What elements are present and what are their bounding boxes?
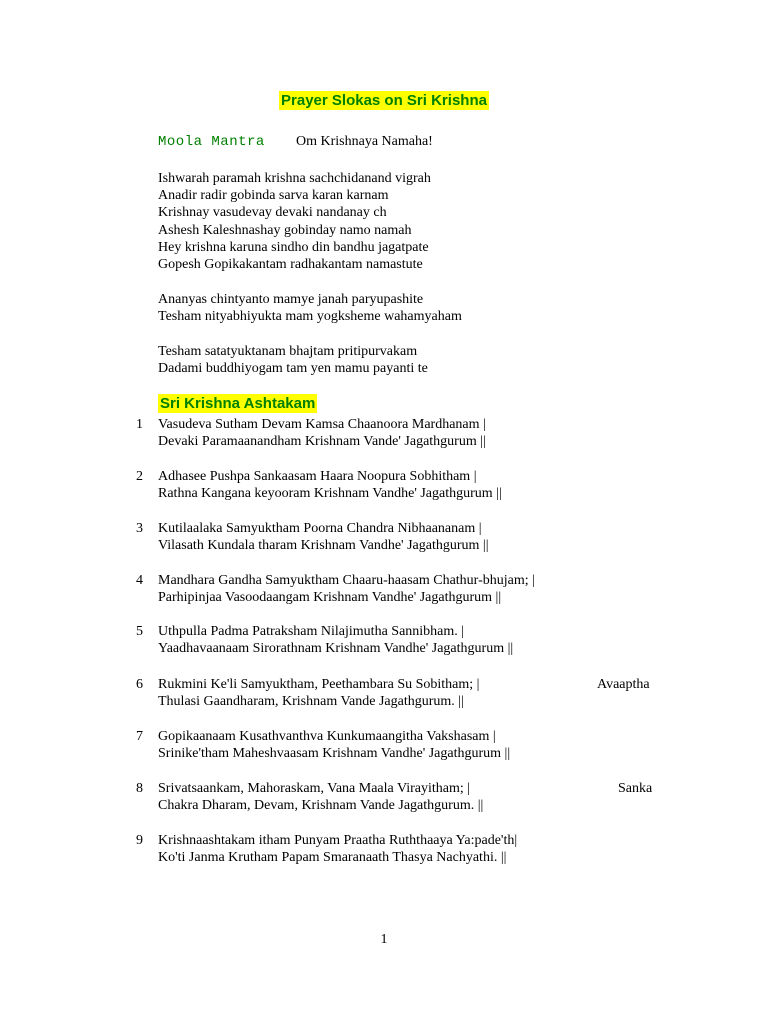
page-number: 1 xyxy=(380,932,388,947)
verse-line: Devaki Paramaanandham Krishnam Vande' Jagathgurum || xyxy=(158,434,486,449)
verse-number: 6 xyxy=(136,677,143,692)
verse-line: Yaadhavaanaam Sirorathnam Krishnam Vandhe' Jagathgurum || xyxy=(158,641,514,656)
stanza-3 xyxy=(158,343,428,377)
verse-line: Parhipinjaa Vasoodaangam Krishnam Vandhe' Jagathgurum || xyxy=(158,590,502,605)
moola-mantra-row xyxy=(158,134,433,150)
verse-line: Kutilaalaka Samyuktham Poorna Chandra Nibhaananam | xyxy=(158,521,482,536)
verse-line: Uthpulla Padma Patraksham Nilajimutha Sannibham. | xyxy=(158,624,465,639)
verse-line: Thulasi Gaandharam, Krishnam Vande Jagathgurum. || xyxy=(158,694,464,709)
verse-line: Gopikaanaam Kusathvanthva Kunkumaangitha Vakshasam | xyxy=(158,729,496,744)
verse-line-continuation: Avaaptha xyxy=(597,677,650,692)
verse-line: Vasudeva Sutham Devam Kamsa Chaanoora Mardhanam | xyxy=(158,417,486,432)
stanza-line: Gopesh Gopikakantam radhakantam namastute xyxy=(158,257,423,273)
verse-number: 8 xyxy=(136,781,143,796)
verse-number: 7 xyxy=(136,729,143,744)
verse-line: Srinike'tham Maheshvaasam Krishnam Vandhe' Jagathgurum || xyxy=(158,746,511,761)
verse-number: 3 xyxy=(136,521,143,536)
verse-number: 5 xyxy=(136,624,143,639)
stanza-line: Ashesh Kaleshnashay gobinday namo namah xyxy=(158,222,412,238)
stanza-line: Krishnay vasudevay devaki nandanay ch xyxy=(158,205,387,221)
document-title: Prayer Slokas on Sri Krishna xyxy=(281,92,487,109)
stanza-line: Dadami buddhiyogam tam yen mamu payanti te xyxy=(158,361,428,377)
verse-number: 1 xyxy=(136,417,143,432)
verse-line: Chakra Dharam, Devam, Krishnam Vande Jagathgurum. || xyxy=(158,798,484,813)
stanza-2 xyxy=(158,291,462,325)
verse-number: 4 xyxy=(136,573,143,588)
stanza-line: Tesham nityabhiyukta mam yogksheme wahamyaham xyxy=(158,309,462,325)
stanza-line: Anadir radir gobinda sarva karan karnam xyxy=(158,188,389,204)
verse-number: 2 xyxy=(136,469,143,484)
stanza-line: Tesham satatyuktanam bhajtam pritipurvakam xyxy=(158,344,418,359)
document-title-wrap xyxy=(0,92,768,110)
ashtakam-heading: Sri Krishna Ashtakam xyxy=(160,395,316,412)
stanza-line: Ishwarah paramah krishna sachchidanand vigrah xyxy=(158,171,431,186)
verse-line: Mandhara Gandha Samyuktham Chaaru-haasam Chathur-bhujam; | xyxy=(158,573,535,588)
moola-mantra-text: Om Krishnaya Namaha! xyxy=(296,134,433,149)
verse-line: Srivatsaankam, Mahoraskam, Vana Maala Virayitham; | xyxy=(158,781,471,796)
verse-line: Adhasee Pushpa Sankaasam Haara Noopura Sobhitham | xyxy=(158,469,477,484)
ashtakam-heading-wrap xyxy=(158,395,317,413)
stanza-line: Hey krishna karuna sindho din bandhu jagatpate xyxy=(158,239,429,255)
verse-number: 9 xyxy=(136,833,143,848)
verse-line: Rukmini Ke'li Samyuktham, Peethambara Su Sobitham; | xyxy=(158,677,480,692)
stanza-1 xyxy=(158,170,431,273)
stanza-line: Ananyas chintyanto mamye janah paryupashite xyxy=(158,292,424,307)
verse-line: Vilasath Kundala tharam Krishnam Vandhe' Jagathgurum || xyxy=(158,538,489,553)
verse-line: Krishnaashtakam itham Punyam Praatha Ruththaaya Ya:pade'th| xyxy=(158,833,518,848)
verse-line-continuation: Sanka xyxy=(618,781,653,796)
verse-line: Ko'ti Janma Krutham Papam Smaranaath Thasya Nachyathi. || xyxy=(158,850,507,865)
moola-mantra-label: Moola Mantra xyxy=(158,134,265,150)
verse-line: Rathna Kangana keyooram Krishnam Vandhe' Jagathgurum || xyxy=(158,486,502,501)
